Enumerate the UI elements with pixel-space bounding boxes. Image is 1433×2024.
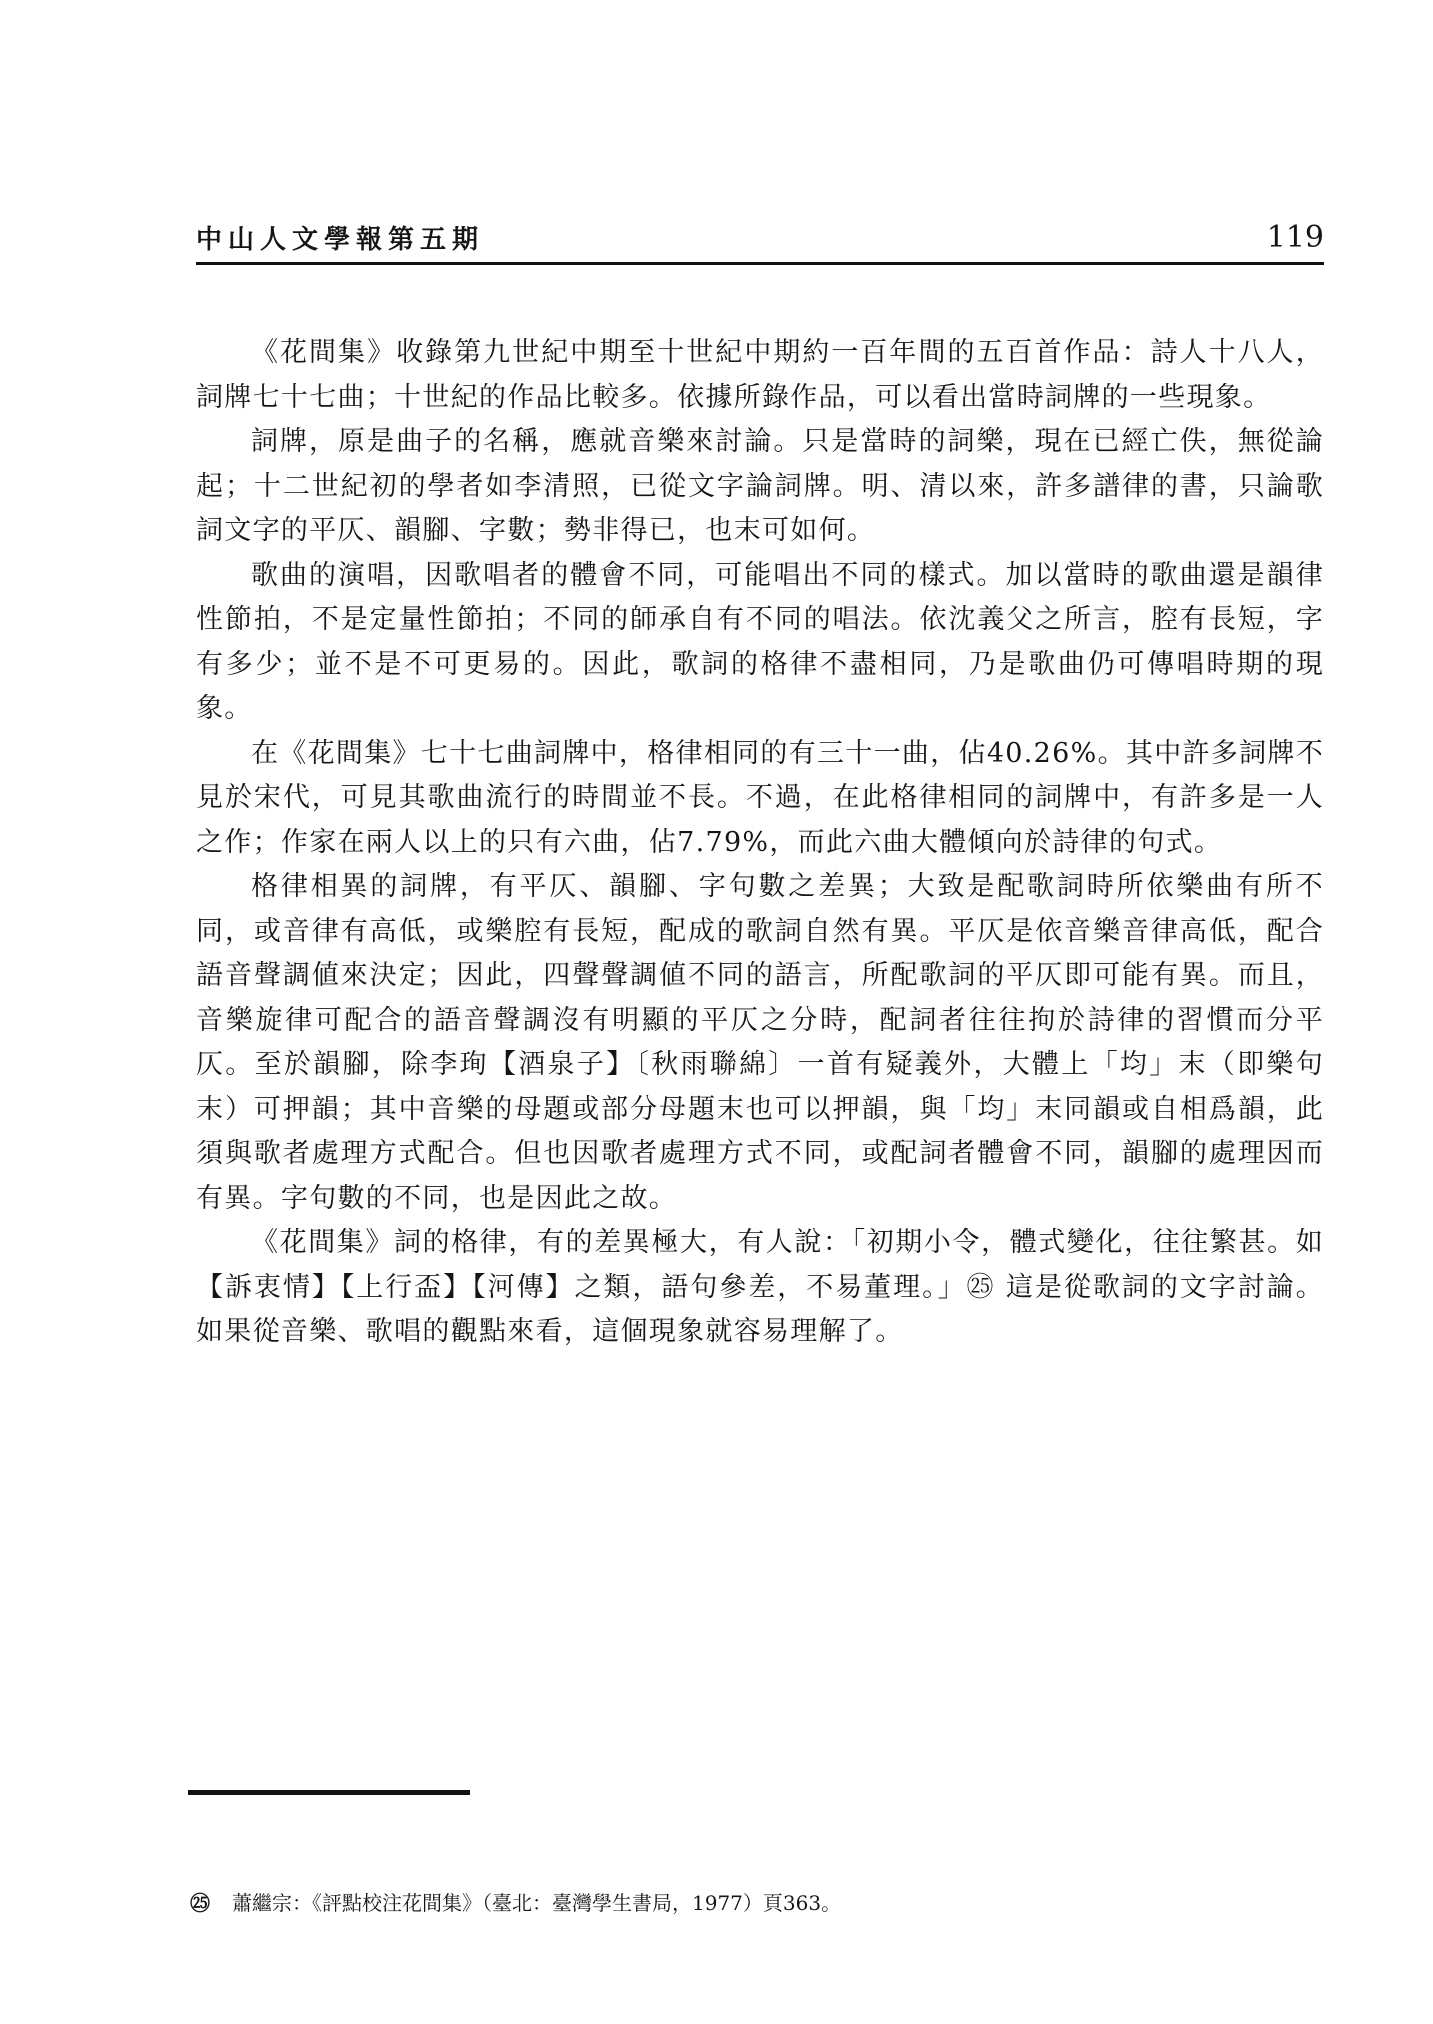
paragraph-2: 詞牌，原是曲子的名稱，應就音樂來討論。只是當時的詞樂，現在已經亡佚，無從論起；十二世紀初的學者如李清照，已從文字論詞牌。明、清以來，許多譜律的書，只論歌詞文字的平仄、韻腳、字數；勢非得已，也末可如何。 xyxy=(196,426,1324,546)
footnote-marker: ㉕ xyxy=(190,1891,210,1915)
footnote-text: 蕭繼宗：《評點校注花間集》（臺北：臺灣學生書局，1977）頁363。 xyxy=(232,1891,842,1915)
footnote-rule xyxy=(188,1790,470,1795)
header-rule xyxy=(196,262,1324,265)
running-head xyxy=(196,220,1324,264)
body-text xyxy=(196,331,1324,1355)
paragraph-6: 《花間集》詞的格律，有的差異極大，有人說：「初期小令，體式變化，往往繁甚。如【訴衷情】【上行盃】【河傳】之類，語句參差，不易董理。」㉕ 這是從歌詞的文字討論。如果從音樂、歌唱的觀點來看，這個現象就容易理解了。 xyxy=(196,1227,1324,1347)
paragraph-4: 在《花間集》七十七曲詞牌中，格律相同的有三十一曲，佔40.26%。其中許多詞牌不見於宋代，可見其歌曲流行的時間並不長。不過，在此格律相同的詞牌中，有許多是一人之作；作家在兩人以上的只有六曲，佔7.79%，而此六曲大體傾向於詩律的句式。 xyxy=(196,737,1324,858)
page-number: 119 xyxy=(1266,220,1324,255)
footnote xyxy=(190,1888,1318,1918)
paragraph-1: 《花間集》收錄第九世紀中期至十世紀中期約一百年間的五百首作品：詩人十八人，詞牌七十七曲；十世紀的作品比較多。依據所錄作品，可以看出當時詞牌的一些現象。 xyxy=(196,337,1324,413)
journal-title: 中山人文學報第五期 xyxy=(196,225,485,255)
paragraph-5: 格律相異的詞牌，有平仄、韻腳、字句數之差異；大致是配歌詞時所依樂曲有所不同，或音律有高低，或樂腔有長短，配成的歌詞自然有異。平仄是依音樂音律高低，配合語音聲調値來決定；因此，四聲聲調値不同的語言，所配歌詞的平仄即可能有異。而且，音樂旋律可配合的語音聲調沒有明顯的平仄之分時，配詞者往往拘於詩律的習慣而分平仄。至於韻腳，除李珣【酒泉子】〔秋雨聯綿〕一首有疑義外，大體上「均」末（即樂句末）可押韻；其中音樂的母題或部分母題末也可以押韻，與「均」末同韻或自相爲韻，此須與歌者處理方式配合。但也因歌者處理方式不同，或配詞者體會不同，韻腳的處理因而有異。字句數的不同，也是因此之故。 xyxy=(196,871,1324,1214)
paragraph-3: 歌曲的演唱，因歌唱者的體會不同，可能唱出不同的樣式。加以當時的歌曲還是韻律性節拍，不是定量性節拍；不同的師承自有不同的唱法。依沈義父之所言，腔有長短，字有多少；並不是不可更易的。因此，歌詞的格律不盡相同，乃是歌曲仍可傳唱時期的現象。 xyxy=(196,559,1324,724)
